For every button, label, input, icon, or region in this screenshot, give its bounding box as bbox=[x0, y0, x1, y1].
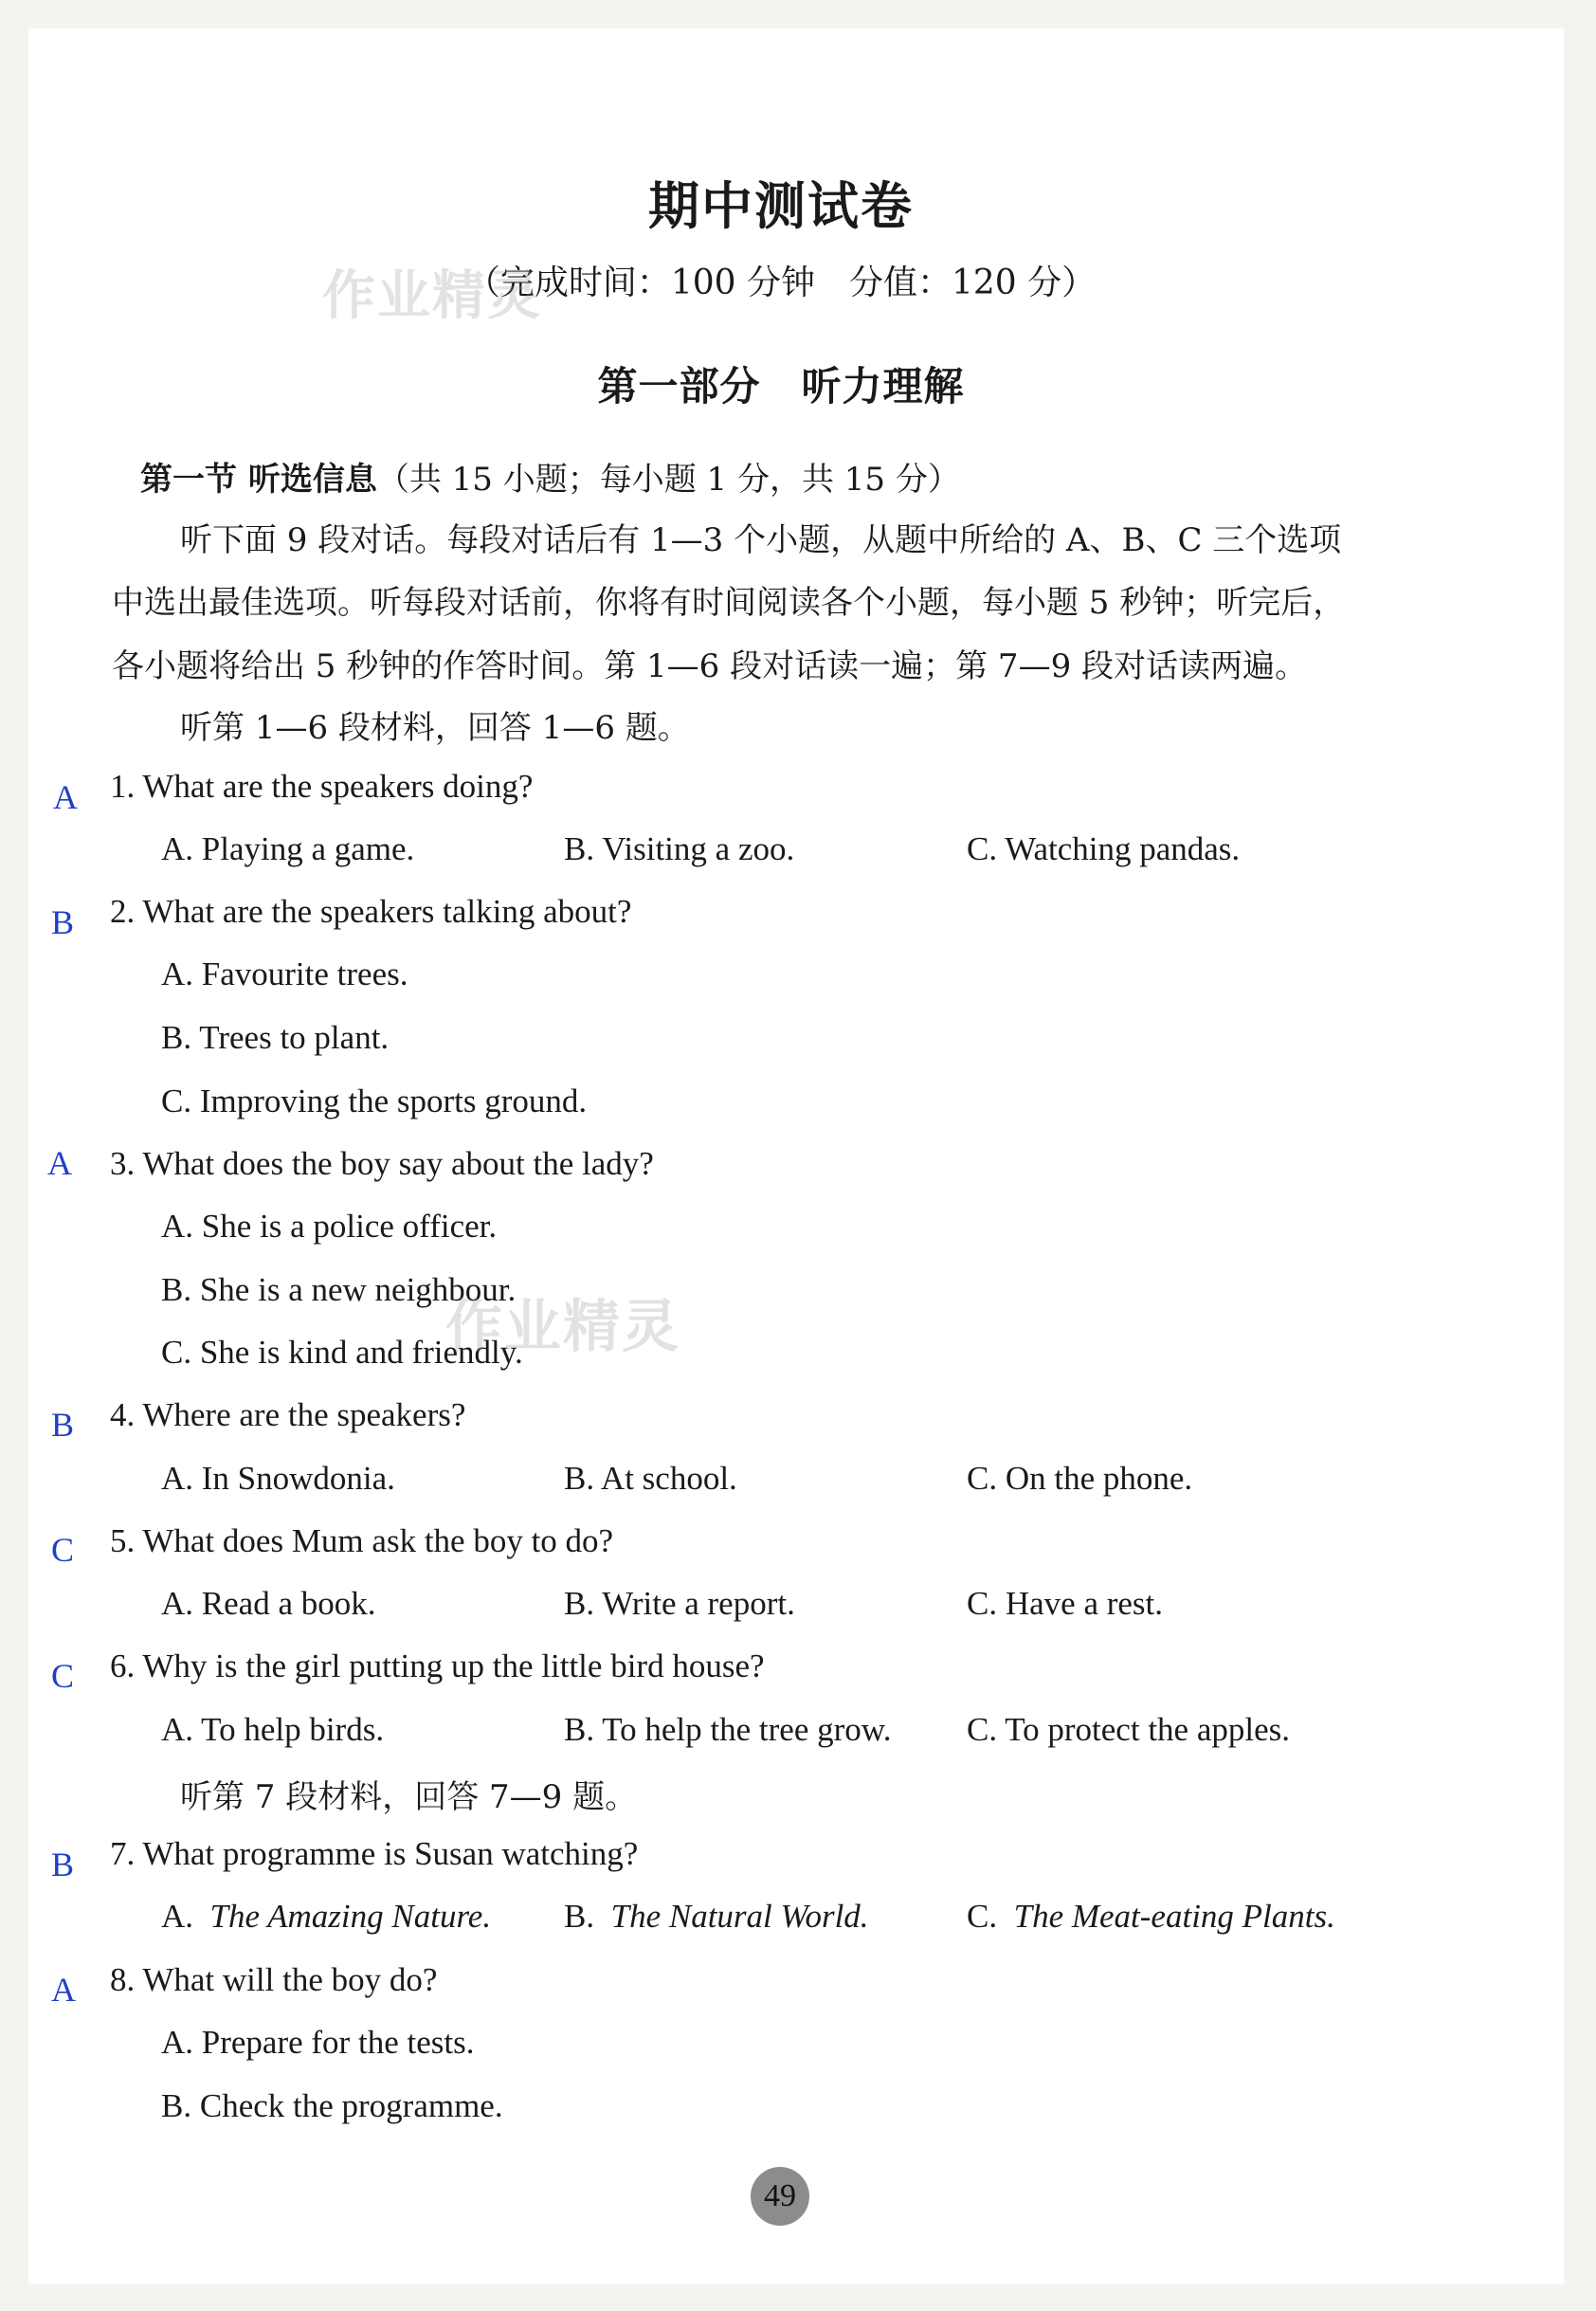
option-a: A. Prepare for the tests. bbox=[161, 2024, 475, 2061]
option-c: C. Watching pandas. bbox=[967, 830, 1241, 867]
page-number: 49 bbox=[751, 2167, 809, 2226]
option-letter: C. bbox=[967, 1898, 998, 1935]
question-stem: 7. What programme is Susan watching? bbox=[110, 1835, 639, 1872]
option-b bbox=[564, 1898, 869, 1936]
option-letter: A. bbox=[161, 1898, 194, 1935]
answer-mark: A bbox=[47, 1144, 72, 1182]
section-info: （共 15 小题；每小题 1 分，共 15 分） bbox=[376, 461, 960, 499]
option-b: B. To help the tree grow. bbox=[564, 1711, 892, 1748]
option-a: A. She is a police officer. bbox=[161, 1208, 498, 1245]
watermark-top: 作业精灵 bbox=[322, 265, 542, 327]
option-a: A. Read a book. bbox=[161, 1585, 376, 1622]
section-title: 第一节 听选信息 bbox=[140, 461, 377, 499]
answer-mark: B bbox=[51, 903, 75, 941]
instruction-line-1: 听下面 9 段对话。每段对话后有 1—3 个小题，从题中所给的 A、B、C 三个选项 bbox=[180, 521, 1342, 559]
section-heading bbox=[140, 453, 960, 500]
part-heading: 第一部分 听力理解 bbox=[597, 363, 965, 409]
answer-mark: C bbox=[51, 1531, 75, 1569]
question-stem: 1. What are the speakers doing? bbox=[110, 768, 534, 805]
listen-instruction-1-6: 听第 1—6 段材料，回答 1—6 题。 bbox=[180, 709, 690, 747]
question-stem: 6. Why is the girl putting up the little bird house? bbox=[110, 1647, 765, 1684]
question-stem: 5. What does Mum ask the boy to do? bbox=[110, 1522, 614, 1559]
option-b: B. Check the programme. bbox=[161, 2087, 503, 2124]
option-a: A. Playing a game. bbox=[161, 830, 415, 867]
option-b: B. At school. bbox=[564, 1460, 737, 1497]
question-stem: 4. Where are the speakers? bbox=[110, 1396, 466, 1433]
option-b: B. Write a report. bbox=[564, 1585, 795, 1622]
question-stem: 2. What are the speakers talking about? bbox=[110, 893, 632, 930]
option-text: The Amazing Nature. bbox=[209, 1898, 492, 1935]
option-c: C. Have a rest. bbox=[967, 1585, 1164, 1622]
answer-mark: A bbox=[51, 1971, 76, 2009]
option-c bbox=[967, 1898, 1335, 1936]
option-b: B. Visiting a zoo. bbox=[564, 830, 795, 867]
option-a bbox=[161, 1898, 491, 1936]
instruction-line-2: 中选出最佳选项。听每段对话前，你将有时间阅读各个小题，每小题 5 秒钟；听完后， bbox=[112, 584, 1346, 622]
worksheet-page bbox=[28, 28, 1564, 2284]
option-c: C. To protect the apples. bbox=[967, 1711, 1290, 1748]
watermark-middle: 作业精灵 bbox=[445, 1294, 680, 1360]
option-letter: B. bbox=[564, 1898, 595, 1935]
option-a: A. To help birds. bbox=[161, 1711, 385, 1748]
option-c: C. Improving the sports ground. bbox=[161, 1083, 588, 1119]
option-text: The Natural World. bbox=[610, 1898, 869, 1935]
question-stem: 3. What does the boy say about the lady? bbox=[110, 1145, 654, 1182]
answer-mark: C bbox=[51, 1657, 75, 1695]
instruction-line-3: 各小题将给出 5 秒钟的作答时间。第 1—6 段对话读一遍；第 7—9 段对话读两遍。 bbox=[112, 647, 1308, 685]
option-a: A. Favourite trees. bbox=[161, 955, 408, 992]
option-text: The Meat-eating Plants. bbox=[1013, 1898, 1335, 1935]
option-a: A. In Snowdonia. bbox=[161, 1460, 395, 1497]
test-subtitle: （完成时间：100 分钟 分值：120 分） bbox=[465, 264, 1097, 302]
answer-mark: B bbox=[51, 1846, 75, 1883]
option-c: C. On the phone. bbox=[967, 1460, 1193, 1497]
listen-instruction-7: 听第 7 段材料，回答 7—9 题。 bbox=[180, 1778, 638, 1816]
question-stem: 8. What will the boy do? bbox=[110, 1961, 438, 1998]
option-b: B. She is a new neighbour. bbox=[161, 1271, 517, 1308]
option-b: B. Trees to plant. bbox=[161, 1019, 390, 1056]
option-c: C. She is kind and friendly. bbox=[161, 1334, 523, 1371]
answer-mark: A bbox=[53, 778, 78, 816]
page-title: 期中测试卷 bbox=[648, 175, 914, 236]
answer-mark: B bbox=[51, 1406, 75, 1444]
